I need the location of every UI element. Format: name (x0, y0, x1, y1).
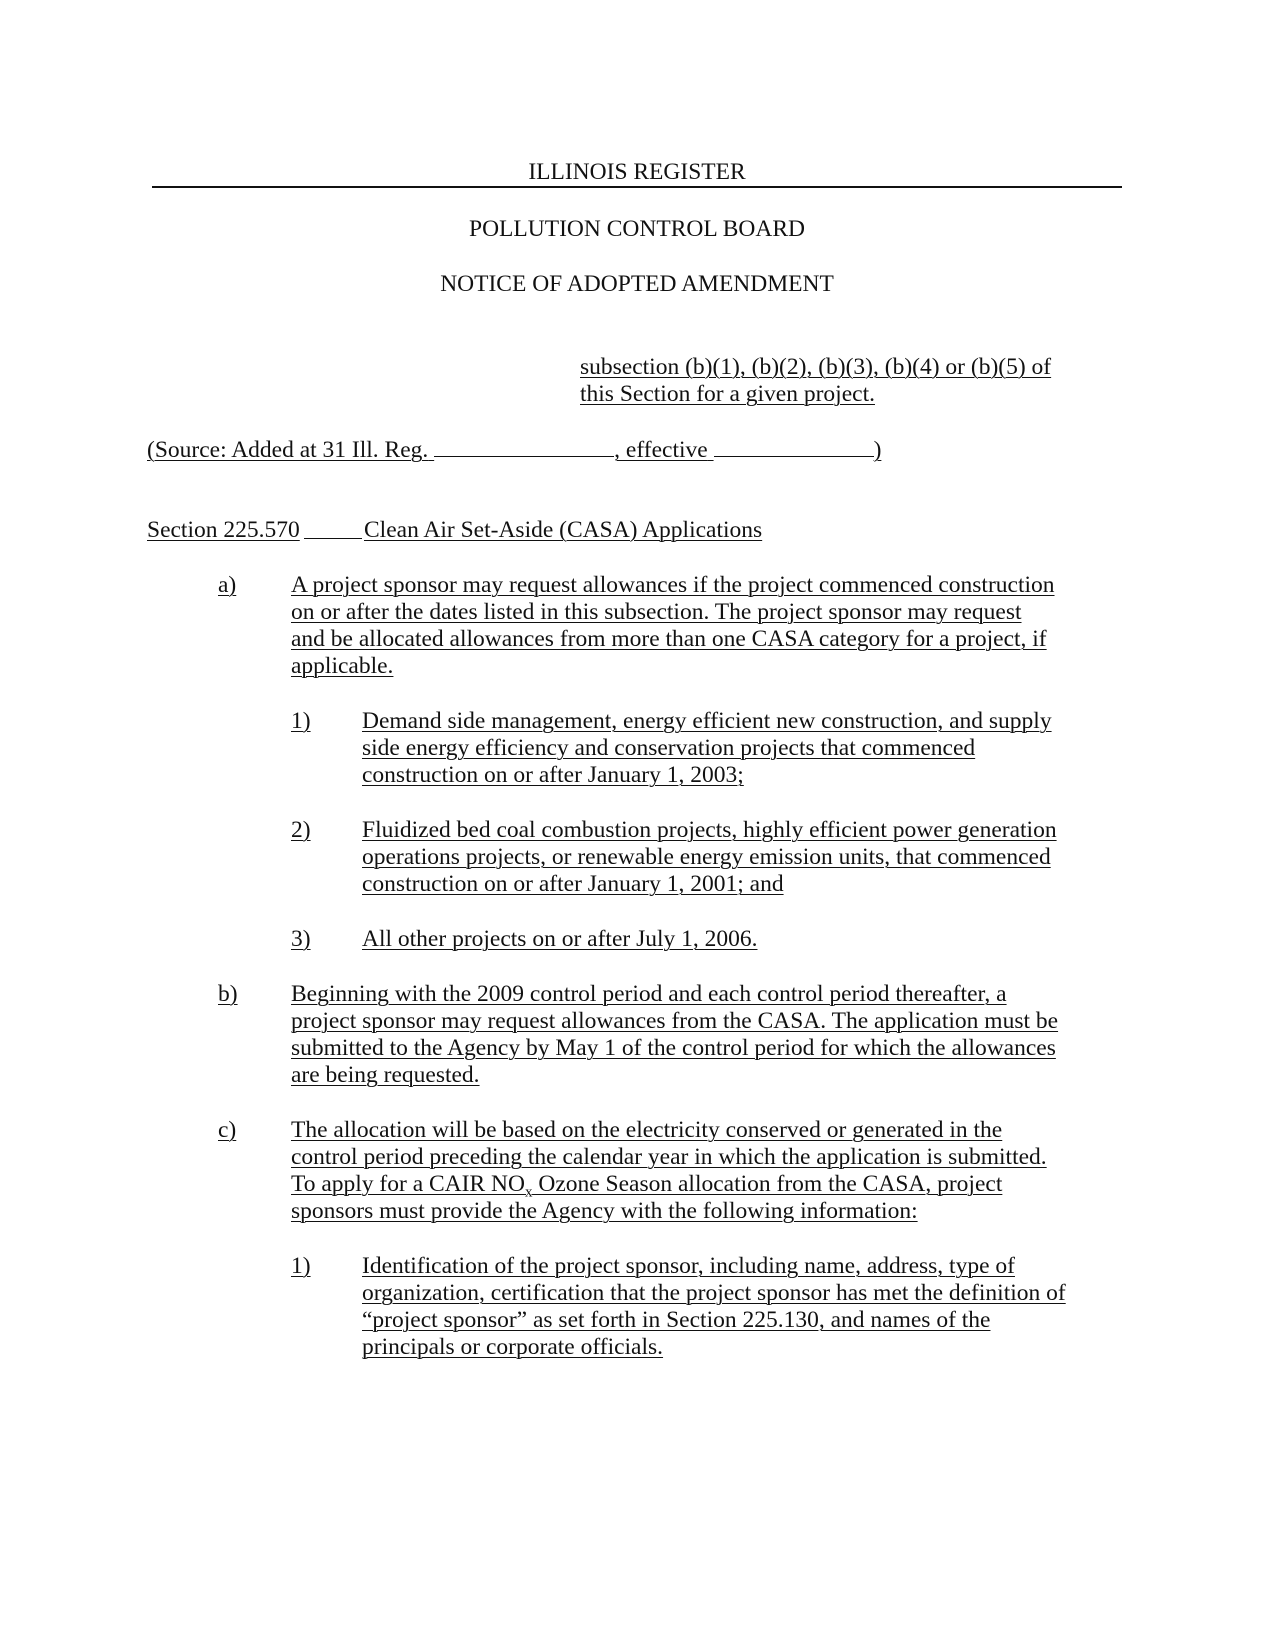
subsection-a-line-2: on or after the dates listed in this subsection. The project sponsor may request (291, 599, 1022, 625)
item-a1-line-2: side energy efficiency and conservation projects that commenced (362, 735, 976, 761)
item-c1-label: 1) (291, 1253, 311, 1279)
source-suffix: ) (873, 437, 882, 463)
item-a1-label: 1) (291, 708, 311, 734)
section-gap-rule (304, 516, 362, 539)
subsection-b-line-1: Beginning with the 2009 control period and each control period thereafter, a (291, 981, 1007, 1007)
item-a3-label: 3) (291, 926, 311, 952)
subsection-c-line-1: The allocation will be based on the electricity conserved or generated in the (291, 1117, 1003, 1143)
item-c1-line-2: organization, certification that the project sponsor has met the definition of (362, 1280, 1066, 1306)
subsection-a-line-4: applicable. (291, 653, 394, 679)
item-a1-line-1: Demand side management, energy efficient new construction, and supply (362, 708, 1052, 734)
notice-title: NOTICE OF ADOPTED AMENDMENT (440, 271, 834, 297)
item-a3-line-1: All other projects on or after July 1, 2006. (362, 926, 758, 952)
section-number: Section 225.570 (147, 517, 300, 543)
item-a2-line-1: Fluidized bed coal combustion projects, highly efficient power generation (362, 817, 1057, 843)
item-a2-label: 2) (291, 817, 311, 843)
board-title: POLLUTION CONTROL BOARD (469, 216, 805, 242)
source-effective: , effective (614, 437, 708, 463)
subsection-c-line-3: To apply for a CAIR $NO_x$ Ozone Season allocation from the CASA, project (291, 1171, 1003, 1201)
header-rule (152, 186, 1122, 188)
nox-subscript: x (524, 1184, 533, 1201)
item-a1-line-3: construction on or after January 1, 2003; (362, 762, 744, 788)
source-note (147, 434, 881, 464)
item-c1-line-1: Identification of the project sponsor, including name, address, type of (362, 1253, 1015, 1279)
subsection-b-line-4: are being requested. (291, 1062, 480, 1088)
source-blank-2 (714, 434, 874, 457)
source-prefix: (Source: Added at 31 Ill. Reg. (147, 437, 429, 463)
subsection-b-line-2: project sponsor may request allowances from the CASA. The application must be (291, 1008, 1059, 1034)
item-a2-line-3: construction on or after January 1, 2001; and (362, 871, 784, 897)
item-a2-line-2: operations projects, or renewable energy emission units, that commenced (362, 844, 1051, 870)
item-c1-line-3: “project sponsor” as set forth in Section 225.130, and names of the (362, 1307, 991, 1333)
subsection-c-line-2: control period preceding the calendar year in which the application is submitted. (291, 1144, 1047, 1170)
section-title: Clean Air Set-Aside (CASA) Applications (364, 517, 763, 543)
item-c1-line-4: principals or corporate officials. (362, 1334, 664, 1360)
carryover-line-1: subsection (b)(1), (b)(2), (b)(3), (b)(4) or (b)(5) of (580, 354, 1052, 380)
subsection-c-line-4: sponsors must provide the Agency with the following information: (291, 1198, 918, 1224)
subsection-a-label: a) (218, 572, 237, 598)
register-title: ILLINOIS REGISTER (528, 159, 746, 185)
subsection-a-line-1: A project sponsor may request allowances if the project commenced construction (291, 572, 1055, 598)
carryover-line-2: this Section for a given project. (580, 381, 875, 407)
subsection-b-line-3: submitted to the Agency by May 1 of the control period for which the allowances (291, 1035, 1056, 1061)
source-blank-1 (434, 434, 614, 457)
subsection-b-label: b) (218, 981, 238, 1007)
subsection-c-label: c) (218, 1117, 237, 1143)
subsection-a-line-3: and be allocated allowances from more than one CASA category for a project, if (291, 626, 1047, 652)
